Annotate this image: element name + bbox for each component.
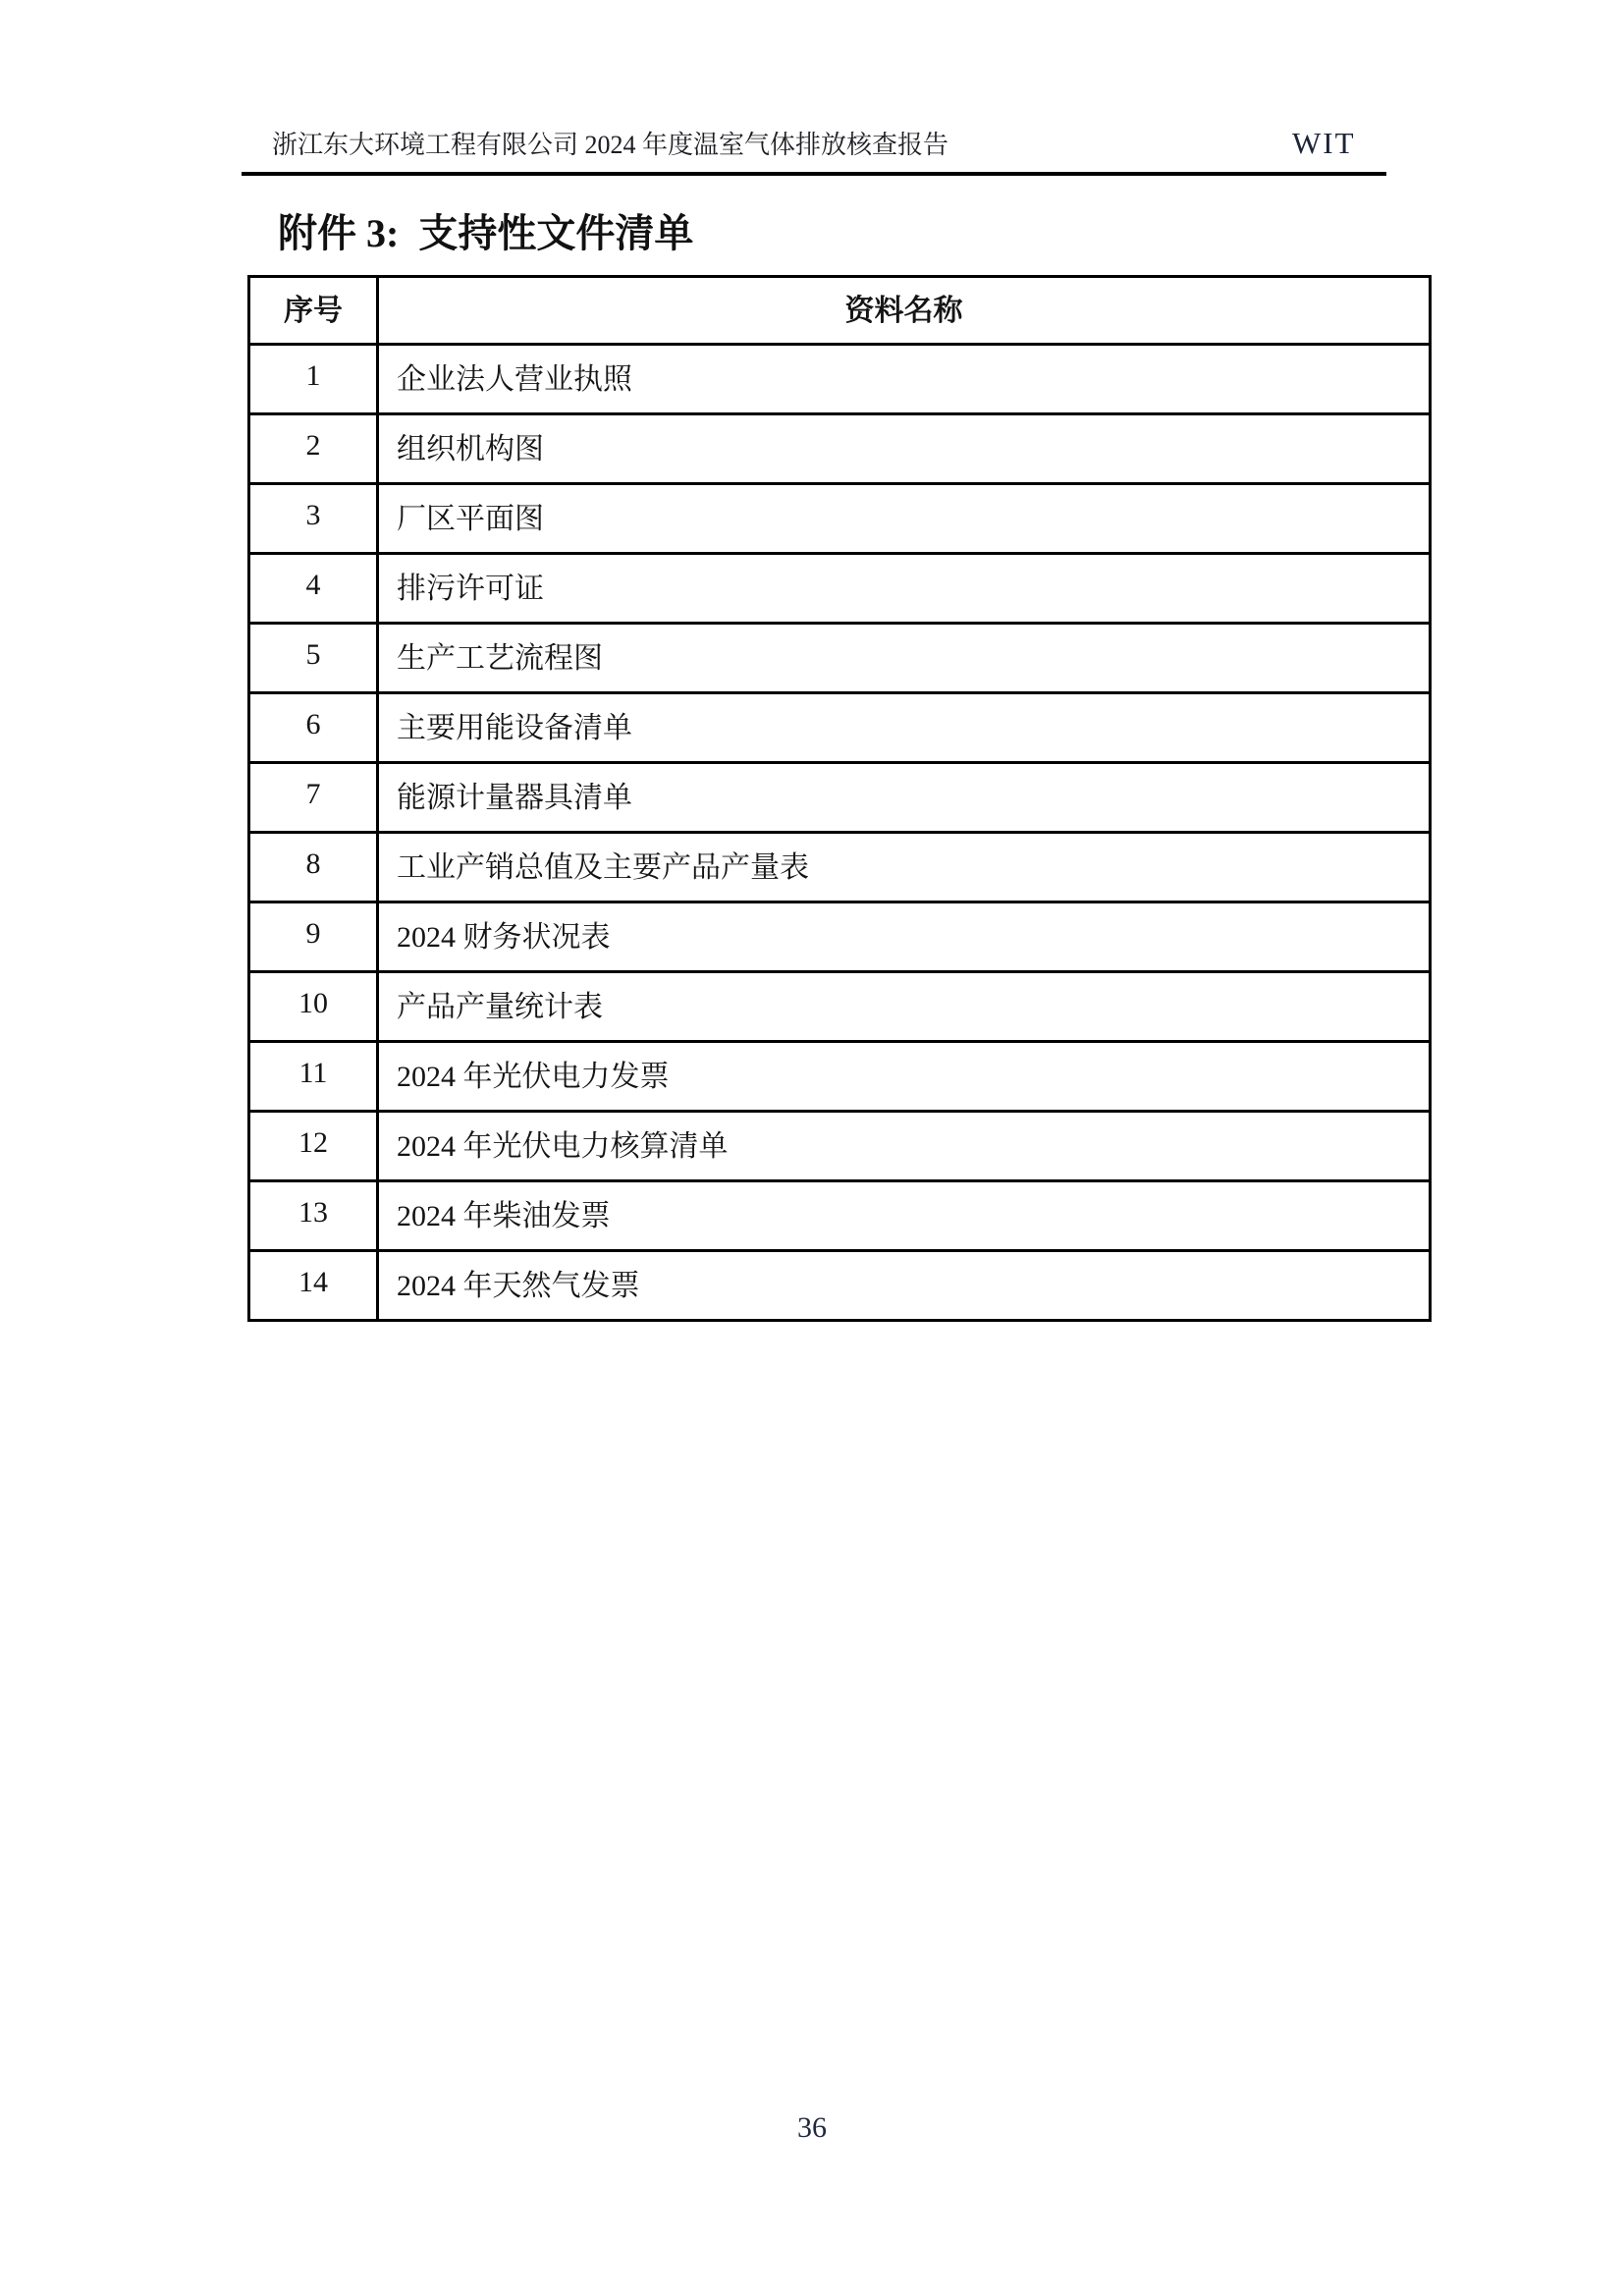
table-row (249, 414, 1431, 484)
table-row (249, 902, 1431, 972)
table-row (249, 554, 1431, 624)
header-divider-rule (242, 172, 1386, 176)
row-index-cell: 2 (249, 414, 378, 484)
row-index-cell: 8 (249, 833, 378, 902)
row-index-cell: 14 (249, 1251, 378, 1321)
row-document-name-cell: 2024 年柴油发票 (378, 1181, 1431, 1251)
supporting-documents-table (247, 275, 1432, 1322)
row-document-name-cell: 厂区平面图 (378, 484, 1431, 554)
row-document-name-cell: 能源计量器具清单 (378, 763, 1431, 833)
table-row (249, 624, 1431, 693)
row-index-cell: 11 (249, 1042, 378, 1112)
row-document-name-cell: 排污许可证 (378, 554, 1431, 624)
row-document-name-cell: 产品产量统计表 (378, 972, 1431, 1042)
row-document-name-cell: 2024 财务状况表 (378, 902, 1431, 972)
row-index-cell: 9 (249, 902, 378, 972)
row-index-cell: 12 (249, 1112, 378, 1181)
attachment-title: 附件 3: 支持性文件清单 (278, 211, 694, 255)
table-row (249, 833, 1431, 902)
table-row (249, 1181, 1431, 1251)
table-row (249, 763, 1431, 833)
row-index-cell: 7 (249, 763, 378, 833)
column-header-name: 资料名称 (378, 277, 1431, 345)
table-body (249, 345, 1431, 1321)
page-number: 36 (797, 2111, 827, 2144)
row-index-cell: 13 (249, 1181, 378, 1251)
table-row (249, 484, 1431, 554)
table-row (249, 1042, 1431, 1112)
row-document-name-cell: 企业法人营业执照 (378, 345, 1431, 414)
table-row (249, 1251, 1431, 1321)
row-document-name-cell: 生产工艺流程图 (378, 624, 1431, 693)
wit-logo-text: WIT (1292, 126, 1356, 160)
table-header-row (249, 277, 1431, 345)
row-document-name-cell: 组织机构图 (378, 414, 1431, 484)
row-document-name-cell: 工业产销总值及主要产品产量表 (378, 833, 1431, 902)
table-row (249, 345, 1431, 414)
row-index-cell: 3 (249, 484, 378, 554)
row-document-name-cell: 主要用能设备清单 (378, 693, 1431, 763)
row-index-cell: 1 (249, 345, 378, 414)
column-header-index: 序号 (249, 277, 378, 345)
table-head (249, 277, 1431, 345)
page-header-report-title: 浙江东大环境工程有限公司 2024 年度温室气体排放核查报告 (272, 131, 949, 159)
table-row (249, 1112, 1431, 1181)
table-row (249, 693, 1431, 763)
row-index-cell: 5 (249, 624, 378, 693)
row-document-name-cell: 2024 年光伏电力核算清单 (378, 1112, 1431, 1181)
row-index-cell: 4 (249, 554, 378, 624)
row-index-cell: 6 (249, 693, 378, 763)
row-index-cell: 10 (249, 972, 378, 1042)
row-document-name-cell: 2024 年光伏电力发票 (378, 1042, 1431, 1112)
row-document-name-cell: 2024 年天然气发票 (378, 1251, 1431, 1321)
table-row (249, 972, 1431, 1042)
